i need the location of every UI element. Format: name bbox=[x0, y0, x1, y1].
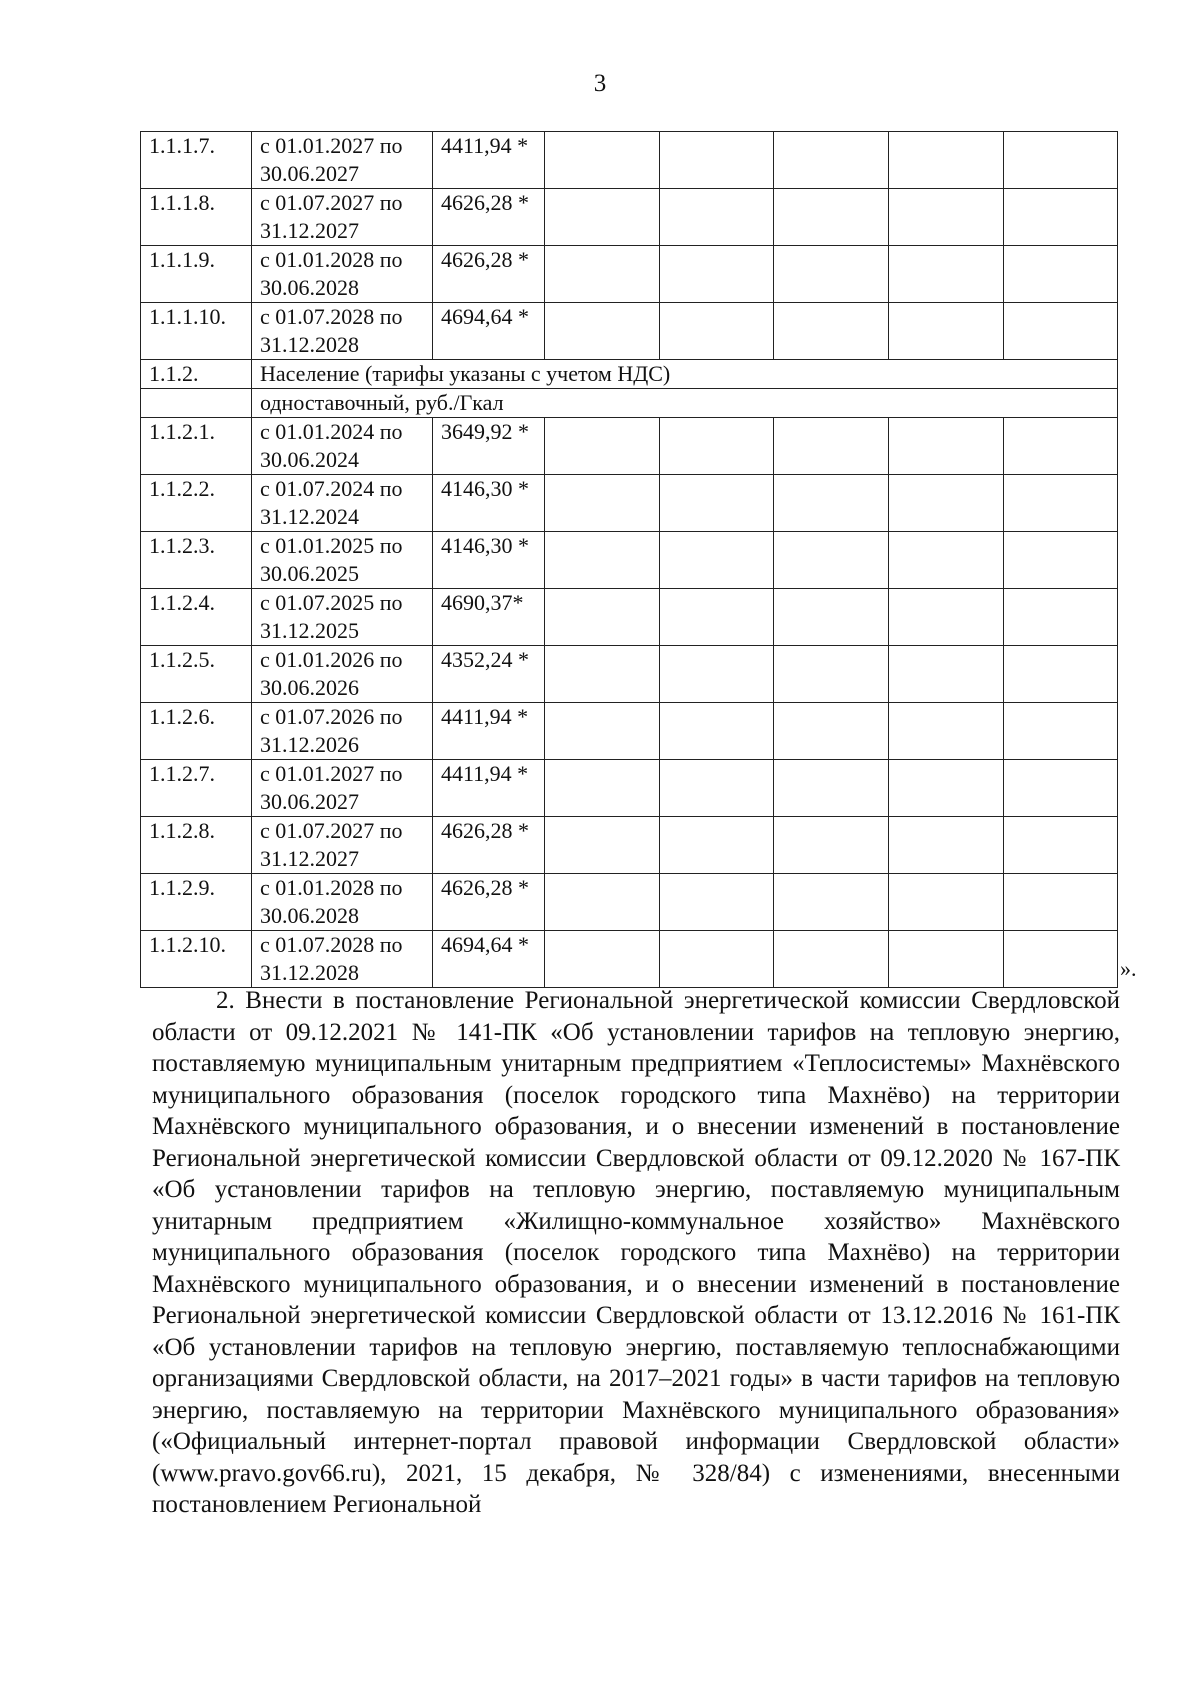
empty-cell bbox=[660, 189, 774, 246]
tariff-value-cell: 4411,94 * bbox=[433, 703, 545, 760]
empty-cell bbox=[889, 189, 1004, 246]
empty-cell bbox=[545, 817, 660, 874]
empty-cell bbox=[545, 132, 660, 189]
table-row bbox=[141, 817, 1118, 874]
period-cell: с 01.01.2028 по 30.06.2028 bbox=[252, 246, 433, 303]
empty-cell bbox=[889, 874, 1004, 931]
table-row bbox=[141, 189, 1118, 246]
empty-cell bbox=[774, 189, 889, 246]
empty-cell bbox=[660, 475, 774, 532]
empty-cell bbox=[660, 589, 774, 646]
empty-cell bbox=[774, 475, 889, 532]
period-cell: с 01.07.2028 по 31.12.2028 bbox=[252, 931, 433, 988]
empty-cell bbox=[774, 646, 889, 703]
empty-cell bbox=[660, 246, 774, 303]
empty-cell bbox=[774, 817, 889, 874]
empty-cell bbox=[889, 475, 1004, 532]
empty-cell bbox=[774, 418, 889, 475]
row-number-cell: 1.1.2.1. bbox=[141, 418, 252, 475]
empty-cell bbox=[660, 703, 774, 760]
empty-cell bbox=[660, 132, 774, 189]
row-number-cell: 1.1.2.6. bbox=[141, 703, 252, 760]
empty-cell bbox=[1004, 931, 1118, 988]
tariff-value-cell: 4694,64 * bbox=[433, 303, 545, 360]
empty-cell bbox=[545, 418, 660, 475]
empty-cell bbox=[660, 931, 774, 988]
table-row bbox=[141, 303, 1118, 360]
row-number-cell: 1.1.1.7. bbox=[141, 132, 252, 189]
period-cell: с 01.01.2025 по 30.06.2025 bbox=[252, 532, 433, 589]
empty-cell bbox=[1004, 874, 1118, 931]
empty-cell bbox=[889, 931, 1004, 988]
empty-cell bbox=[1004, 817, 1118, 874]
empty-cell bbox=[545, 303, 660, 360]
period-cell: с 01.07.2028 по 31.12.2028 bbox=[252, 303, 433, 360]
table-row bbox=[141, 246, 1118, 303]
empty-cell bbox=[660, 874, 774, 931]
tariff-value-cell: 4626,28 * bbox=[433, 189, 545, 246]
empty-cell bbox=[774, 760, 889, 817]
empty-cell bbox=[660, 532, 774, 589]
empty-cell bbox=[1004, 189, 1118, 246]
empty-cell bbox=[889, 246, 1004, 303]
empty-cell bbox=[889, 418, 1004, 475]
empty-cell bbox=[774, 132, 889, 189]
table-row bbox=[141, 931, 1118, 988]
table-row bbox=[141, 532, 1118, 589]
empty-cell bbox=[545, 589, 660, 646]
empty-cell bbox=[889, 532, 1004, 589]
empty-cell bbox=[1004, 646, 1118, 703]
empty-cell bbox=[889, 760, 1004, 817]
section-title-cell: одноставочный, руб./Гкал bbox=[252, 389, 1118, 418]
table-row bbox=[141, 360, 1118, 389]
row-number-cell: 1.1.2.3. bbox=[141, 532, 252, 589]
tariff-value-cell: 4694,64 * bbox=[433, 931, 545, 988]
empty-cell bbox=[1004, 703, 1118, 760]
page-number: 3 bbox=[593, 70, 607, 97]
empty-cell bbox=[774, 532, 889, 589]
row-number-cell: 1.1.1.10. bbox=[141, 303, 252, 360]
period-cell: с 01.07.2024 по 31.12.2024 bbox=[252, 475, 433, 532]
empty-cell bbox=[545, 246, 660, 303]
empty-cell bbox=[545, 646, 660, 703]
empty-cell bbox=[889, 132, 1004, 189]
row-number-cell: 1.1.2.4. bbox=[141, 589, 252, 646]
empty-cell bbox=[660, 817, 774, 874]
empty-cell bbox=[889, 589, 1004, 646]
empty-cell bbox=[545, 931, 660, 988]
period-cell: с 01.07.2025 по 31.12.2025 bbox=[252, 589, 433, 646]
row-number-cell: 1.1.1.8. bbox=[141, 189, 252, 246]
empty-cell bbox=[545, 532, 660, 589]
empty-cell bbox=[1004, 246, 1118, 303]
paragraph-2-text: 2. Внести в постановление Региональной энергетической комиссии Свердловской области от 09.12.2021 № 141-ПК «Об установлении тарифов на тепловую энергию, поставляемую муниципальным унитарным предприятием «Теплосистемы» Махнёвского муниципального образования (поселок городского типа Махнёво) на территории Махнёвского муниципального образования, и о внесении изменений в постановление Региональной энергетической комиссии Свердловской области от 09.12.2020 № 167-ПК «Об установлении тарифов на тепловую энергию, поставляемую муниципальным унитарным предприятием «Жилищно-коммунальное хозяйство» Махнёвского муниципального образования (поселок городского типа Махнёво) на территории Махнёвского муниципального образования, и о внесении изменений в постановление Региональной энергетической комиссии Свердловской области от 13.12.2016 № 161-ПК «Об установлении тарифов на тепловую энергию, поставляемую теплоснабжающими организациями Свердловской области, на 2017–2021 годы» в части тарифов на тепловую энергию, поставляемую на территории Махнёвского муниципального образования» («Официальный интернет-портал правовой информации Свердловской области» (www.pravo.gov66.ru), 2021, 15 декабря, № 328/84) с изменениями, внесенными постановлением Региональной bbox=[152, 987, 1120, 1518]
empty-cell bbox=[774, 874, 889, 931]
empty-cell bbox=[1004, 132, 1118, 189]
empty-cell bbox=[889, 303, 1004, 360]
section-title-cell: Население (тарифы указаны с учетом НДС) bbox=[252, 360, 1118, 389]
empty-cell bbox=[545, 874, 660, 931]
tariff-value-cell: 3649,92 * bbox=[433, 418, 545, 475]
period-cell: с 01.01.2026 по 30.06.2026 bbox=[252, 646, 433, 703]
tariff-value-cell: 4690,37* bbox=[433, 589, 545, 646]
paragraph-2 bbox=[152, 985, 1120, 1521]
table-row bbox=[141, 703, 1118, 760]
row-number-cell: 1.1.2.7. bbox=[141, 760, 252, 817]
empty-cell bbox=[545, 475, 660, 532]
empty-cell bbox=[660, 760, 774, 817]
empty-cell bbox=[774, 703, 889, 760]
empty-cell bbox=[774, 303, 889, 360]
empty-cell bbox=[660, 303, 774, 360]
tariff-table bbox=[140, 131, 1118, 988]
period-cell: с 01.07.2026 по 31.12.2026 bbox=[252, 703, 433, 760]
row-number-cell bbox=[141, 389, 252, 418]
empty-cell bbox=[1004, 532, 1118, 589]
period-cell: с 01.07.2027 по 31.12.2027 bbox=[252, 817, 433, 874]
empty-cell bbox=[889, 703, 1004, 760]
empty-cell bbox=[545, 760, 660, 817]
table-row bbox=[141, 132, 1118, 189]
table-row bbox=[141, 760, 1118, 817]
tariff-value-cell: 4626,28 * bbox=[433, 817, 545, 874]
empty-cell bbox=[1004, 475, 1118, 532]
row-number-cell: 1.1.1.9. bbox=[141, 246, 252, 303]
period-cell: с 01.01.2027 по 30.06.2027 bbox=[252, 760, 433, 817]
tariff-value-cell: 4626,28 * bbox=[433, 874, 545, 931]
table-row bbox=[141, 475, 1118, 532]
empty-cell bbox=[1004, 589, 1118, 646]
table-row bbox=[141, 874, 1118, 931]
row-number-cell: 1.1.2.10. bbox=[141, 931, 252, 988]
empty-cell bbox=[774, 589, 889, 646]
empty-cell bbox=[545, 703, 660, 760]
period-cell: с 01.01.2027 по 30.06.2027 bbox=[252, 132, 433, 189]
period-cell: с 01.07.2027 по 31.12.2027 bbox=[252, 189, 433, 246]
period-cell: с 01.01.2024 по 30.06.2024 bbox=[252, 418, 433, 475]
empty-cell bbox=[660, 646, 774, 703]
tariff-value-cell: 4626,28 * bbox=[433, 246, 545, 303]
empty-cell bbox=[545, 189, 660, 246]
empty-cell bbox=[1004, 303, 1118, 360]
tariff-value-cell: 4411,94 * bbox=[433, 760, 545, 817]
tariff-value-cell: 4146,30 * bbox=[433, 532, 545, 589]
table-row bbox=[141, 389, 1118, 418]
empty-cell bbox=[774, 246, 889, 303]
tariff-value-cell: 4352,24 * bbox=[433, 646, 545, 703]
row-number-cell: 1.1.2.5. bbox=[141, 646, 252, 703]
row-number-cell: 1.1.2. bbox=[141, 360, 252, 389]
empty-cell bbox=[889, 817, 1004, 874]
row-number-cell: 1.1.2.8. bbox=[141, 817, 252, 874]
table-row bbox=[141, 589, 1118, 646]
row-number-cell: 1.1.2.9. bbox=[141, 874, 252, 931]
empty-cell bbox=[1004, 418, 1118, 475]
tariff-value-cell: 4411,94 * bbox=[433, 132, 545, 189]
table-row bbox=[141, 646, 1118, 703]
empty-cell bbox=[774, 931, 889, 988]
empty-cell bbox=[889, 646, 1004, 703]
closing-quote: ». bbox=[1120, 956, 1137, 981]
table-row bbox=[141, 418, 1118, 475]
period-cell: с 01.01.2028 по 30.06.2028 bbox=[252, 874, 433, 931]
empty-cell bbox=[1004, 760, 1118, 817]
tariff-value-cell: 4146,30 * bbox=[433, 475, 545, 532]
empty-cell bbox=[660, 418, 774, 475]
row-number-cell: 1.1.2.2. bbox=[141, 475, 252, 532]
